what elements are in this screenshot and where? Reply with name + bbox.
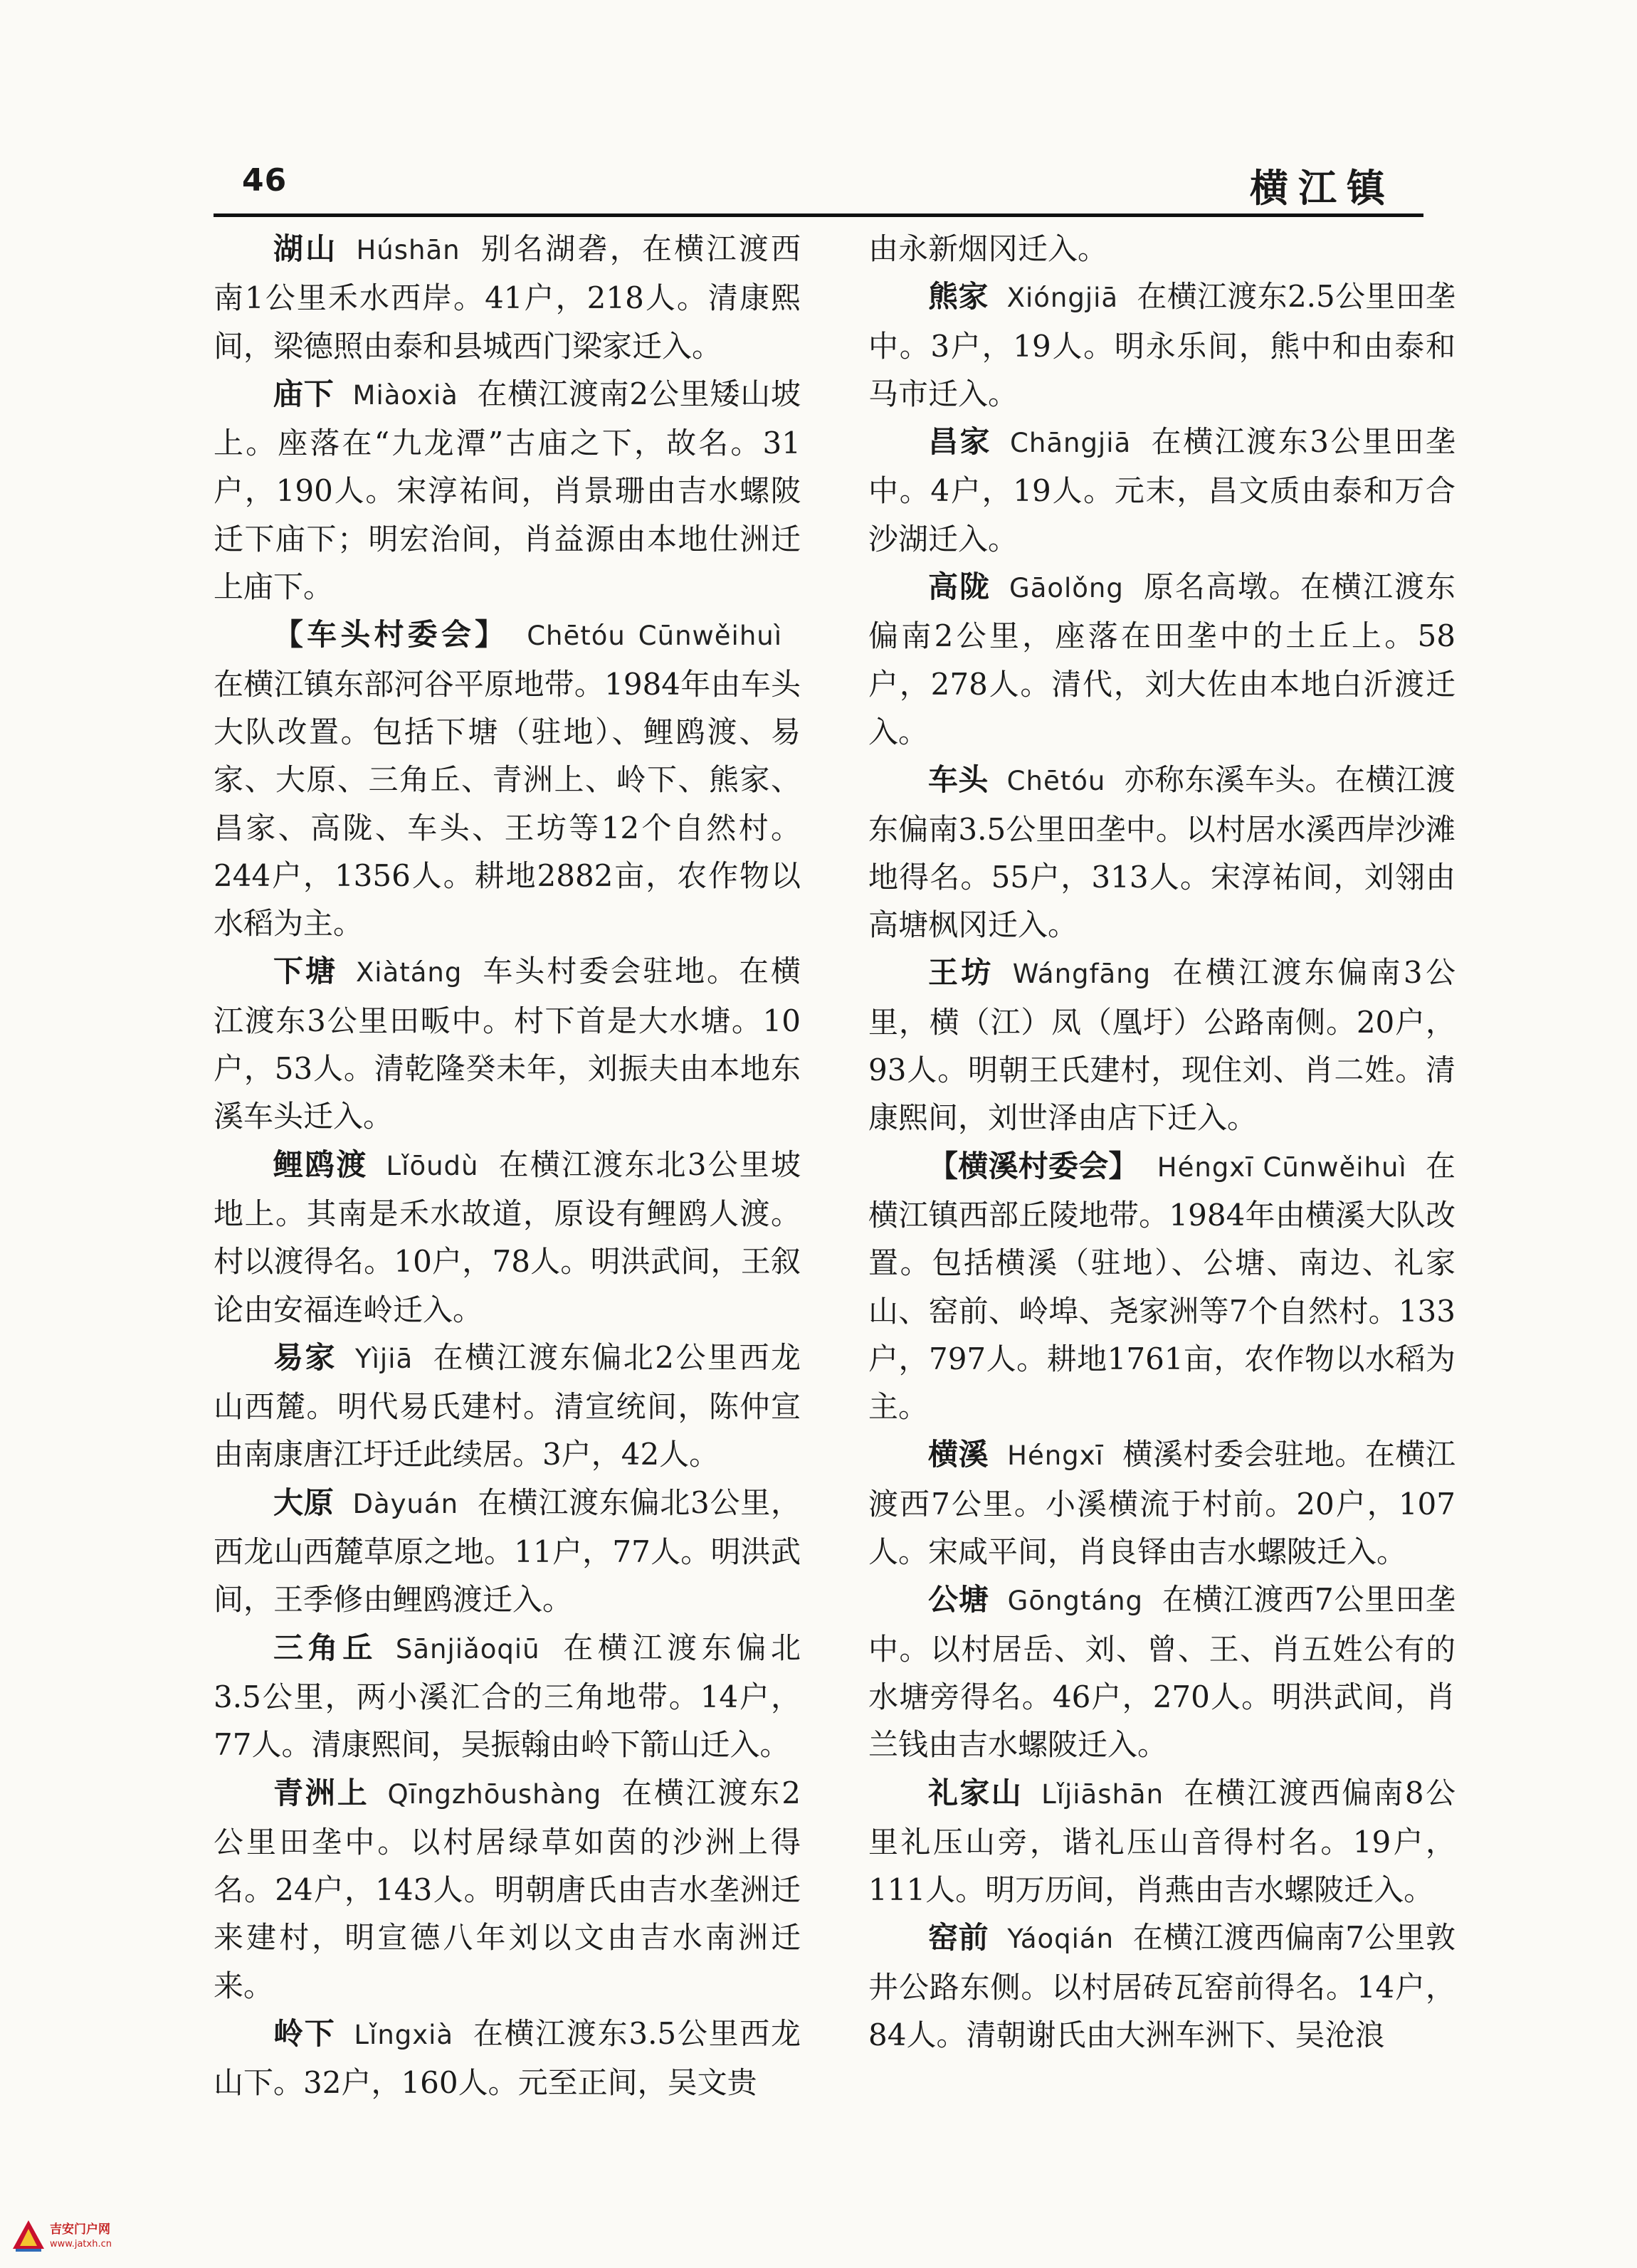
entry-text: 别名湖砻，在横江渡西南1公里禾水西岸。41户，218人。清康熙间，梁德照由泰和县城西门梁家迁入。: [214, 231, 801, 364]
entry-name: 【车头村委会】: [273, 617, 509, 653]
entry-name: 鲤鸥渡: [273, 1146, 368, 1182]
watermark: [0, 2213, 164, 2264]
entry-name: 横溪: [928, 1437, 989, 1472]
entry-text: 在横江渡东2.5公里田垄中。3户，19人。明永乐间，熊中和由泰和马市迁入。: [868, 279, 1456, 411]
entry-pinyin: Chētóu Cūnwěihuì: [527, 621, 782, 652]
entry-pinyin: Gāolǒng: [1009, 573, 1124, 604]
entry-text: 亦称东溪车头。在横江渡东偏南3.5公里田垄中。以村居水溪西岸沙滩地得名。55户，313人。宋淳祐间，刘翎由高塘枫冈迁入。: [868, 762, 1456, 943]
gazetteer-entry: [214, 1479, 801, 1624]
entry-name: 岭下: [273, 2015, 336, 2051]
gazetteer-entry: [868, 418, 1456, 563]
gazetteer-entry: [868, 1769, 1456, 1914]
watermark-url: www.jatxh.cn: [50, 2239, 112, 2249]
gazetteer-entry: [214, 225, 801, 370]
gazetteer-entry: [214, 611, 801, 947]
entry-name: 庙下: [273, 376, 335, 411]
entry-name: 王坊: [928, 955, 994, 991]
gazetteer-entry: [868, 1576, 1456, 1768]
entry-pinyin: Xiàtáng: [355, 957, 463, 988]
header-rule: [214, 213, 1423, 217]
entry-name: 车头: [928, 762, 989, 798]
page-number: 46: [242, 162, 288, 199]
entry-pinyin: Héngxī: [1007, 1440, 1104, 1472]
entry-name: 易家: [273, 1339, 337, 1375]
entry-text: 在横江镇西部丘陵地带。1984年由横溪大队改置。包括横溪（驻地）、公塘、南边、礼家山、窑前、岭埠、尧家洲等7个自然村。133户，797人。耕地1761亩，农作物以水稻为主。: [868, 1148, 1456, 1425]
entry-text: 在横江渡东偏南3公里，横（江）凤（凰圩）公路南侧。20户，93人。明朝王氏建村，现住刘、肖二姓。清康熙间，刘世泽由店下迁入。: [868, 955, 1456, 1136]
entry-pinyin: Chētóu: [1006, 766, 1106, 797]
entry-name: 高陇: [928, 569, 991, 605]
gazetteer-entry: [868, 1430, 1456, 1576]
entry-name: 青洲上: [273, 1775, 369, 1810]
entry-name: 湖山: [273, 231, 338, 266]
entry-pinyin: Dàyuán: [352, 1488, 459, 1519]
entry-text: 在横江渡东3.5公里西龙山下。32户，160人。元至正间，吴文贵: [214, 2015, 801, 2101]
entry-pinyin: Héngxī Cūnwěihuì: [1157, 1151, 1407, 1183]
entry-name: 窑前: [928, 1920, 989, 1956]
gazetteer-entry: [868, 563, 1456, 756]
entry-name: 礼家山: [928, 1775, 1023, 1810]
entry-pinyin: Lǐjiāshān: [1041, 1778, 1164, 1810]
gazetteer-entry: [214, 947, 801, 1140]
entry-pinyin: Wángfāng: [1012, 959, 1152, 990]
entry-name: 三角丘: [273, 1630, 377, 1665]
entry-name: 下塘: [273, 954, 337, 989]
entry-text: 在横江渡西偏南8公里礼压山旁，谐礼压山音得村名。19户，111人。明万历间，肖燕由吉水螺陂迁入。: [868, 1775, 1456, 1908]
left-column: [214, 225, 801, 2107]
gazetteer-entry: [868, 225, 1456, 273]
entry-text: 横溪村委会驻地。在横江渡西7公里。小溪横流于村前。20户，107人。宋咸平间，肖良铎由吉水螺陂迁入。: [868, 1437, 1456, 1570]
gazetteer-entry: [214, 1769, 801, 2010]
entry-text: 在横江渡东3公里田垄中。4户，19人。元末，昌文质由泰和万合沙湖迁入。: [868, 424, 1456, 557]
gazetteer-entry: [868, 756, 1456, 949]
gazetteer-entry: [214, 370, 801, 611]
gazetteer-entry: [868, 949, 1456, 1141]
entry-text: 在横江渡南2公里矮山坡上。座落在“九龙潭”古庙之下，故名。31户，190人。宋淳祐间，肖景珊由吉水螺陂迁下庙下；明宏治间，肖益源由本地仕洲迁上庙下。: [214, 376, 801, 605]
entry-text: 原名高墩。在横江渡东偏南2公里，座落在田垄中的土丘上。58户，278人。清代，刘大佐由本地白沂渡迁入。: [868, 569, 1456, 749]
entry-text: 由永新烟冈迁入。: [868, 231, 1108, 266]
entry-pinyin: Húshān: [356, 235, 460, 265]
entry-name: 【横溪村委会】: [928, 1148, 1139, 1183]
entry-name: 昌家: [928, 424, 992, 460]
entry-name: 公塘: [928, 1582, 989, 1618]
entry-text: 在横江渡西7公里田垄中。以村居岳、刘、曾、王、肖五姓公有的水塘旁得名。46户，270人。明洪武间，肖兰钱由吉水螺陂迁入。: [868, 1582, 1456, 1763]
entry-text: 在横江渡东偏北3.5公里，两小溪汇合的三角地带。14户，77人。清康熙间，吴振翰由岭下箭山迁入。: [214, 1630, 801, 1763]
entry-pinyin: Qīngzhōushàng: [387, 1778, 602, 1810]
entry-text: 在横江渡西偏南7公里敦井公路东侧。以村居砖瓦窑前得名。14户，84人。清朝谢氏由大洲车洲下、吴沧浪: [868, 1920, 1456, 2052]
entry-text: 在横江镇东部河谷平原地带。1984年由车头大队改置。包括下塘（驻地）、鲤鸥渡、易家、大原、三角丘、青洲上、岭下、熊家、昌家、高陇、车头、王坊等12个自然村。244户，1356人。耕地2882亩，农作物以水稻为主。: [214, 666, 801, 942]
entry-pinyin: Sānjiǎoqiū: [395, 1633, 540, 1665]
page-title: 横江镇: [1250, 166, 1395, 211]
entry-text: 车头村委会驻地。在横江渡东3公里田畈中。村下首是大水塘。10户，53人。清乾隆癸未年，刘振夫由本地东溪车头迁入。: [214, 954, 801, 1134]
entry-pinyin: Chāngjiā: [1010, 428, 1132, 459]
entry-name: 大原: [273, 1484, 335, 1520]
entry-text: 在横江渡东北3公里坡地上。其南是禾水故道，原设有鲤鸥人渡。村以渡得名。10户，78人。明洪武间，王叙论由安福连岭迁入。: [214, 1146, 801, 1327]
entry-pinyin: Xióngjiā: [1006, 283, 1119, 314]
entry-pinyin: Miàoxià: [352, 379, 458, 411]
gazetteer-entry: [868, 273, 1456, 418]
watermark-text: 吉安门户网: [50, 2222, 110, 2237]
watermark-logo-icon: [10, 2217, 47, 2254]
gazetteer-entry: [868, 1914, 1456, 2059]
entry-pinyin: Yáoqián: [1007, 1924, 1115, 1955]
entry-pinyin: Lǐngxià: [354, 2019, 454, 2050]
gazetteer-entry: [214, 1141, 801, 1334]
gazetteer-entry: [214, 2010, 801, 2107]
gazetteer-entry: [214, 1624, 801, 1769]
gazetteer-entry: [868, 1142, 1456, 1431]
right-column: [868, 225, 1456, 2059]
entry-name: 熊家: [928, 279, 989, 315]
entry-text: 在横江渡东偏北3公里，西龙山西麓草原之地。11户，77人。明洪武间，王季修由鲤鸥渡迁入。: [214, 1484, 801, 1618]
entry-text: 在横江渡东2公里田垄中。以村居绿草如茵的沙洲上得名。24户，143人。明朝唐氏由吉水垄洲迁来建村，明宣德八年刘以文由吉水南洲迁来。: [214, 1775, 801, 2003]
entry-pinyin: Gōngtáng: [1007, 1586, 1144, 1617]
entry-pinyin: Yìjiā: [355, 1343, 414, 1374]
entry-text: 在横江渡东偏北2公里西龙山西麓。明代易氏建村。清宣统间，陈仲宣由南康唐江圩迁此续居。3户，42人。: [214, 1339, 801, 1472]
entry-pinyin: Lǐōudù: [386, 1150, 479, 1181]
gazetteer-entry: [214, 1334, 801, 1479]
